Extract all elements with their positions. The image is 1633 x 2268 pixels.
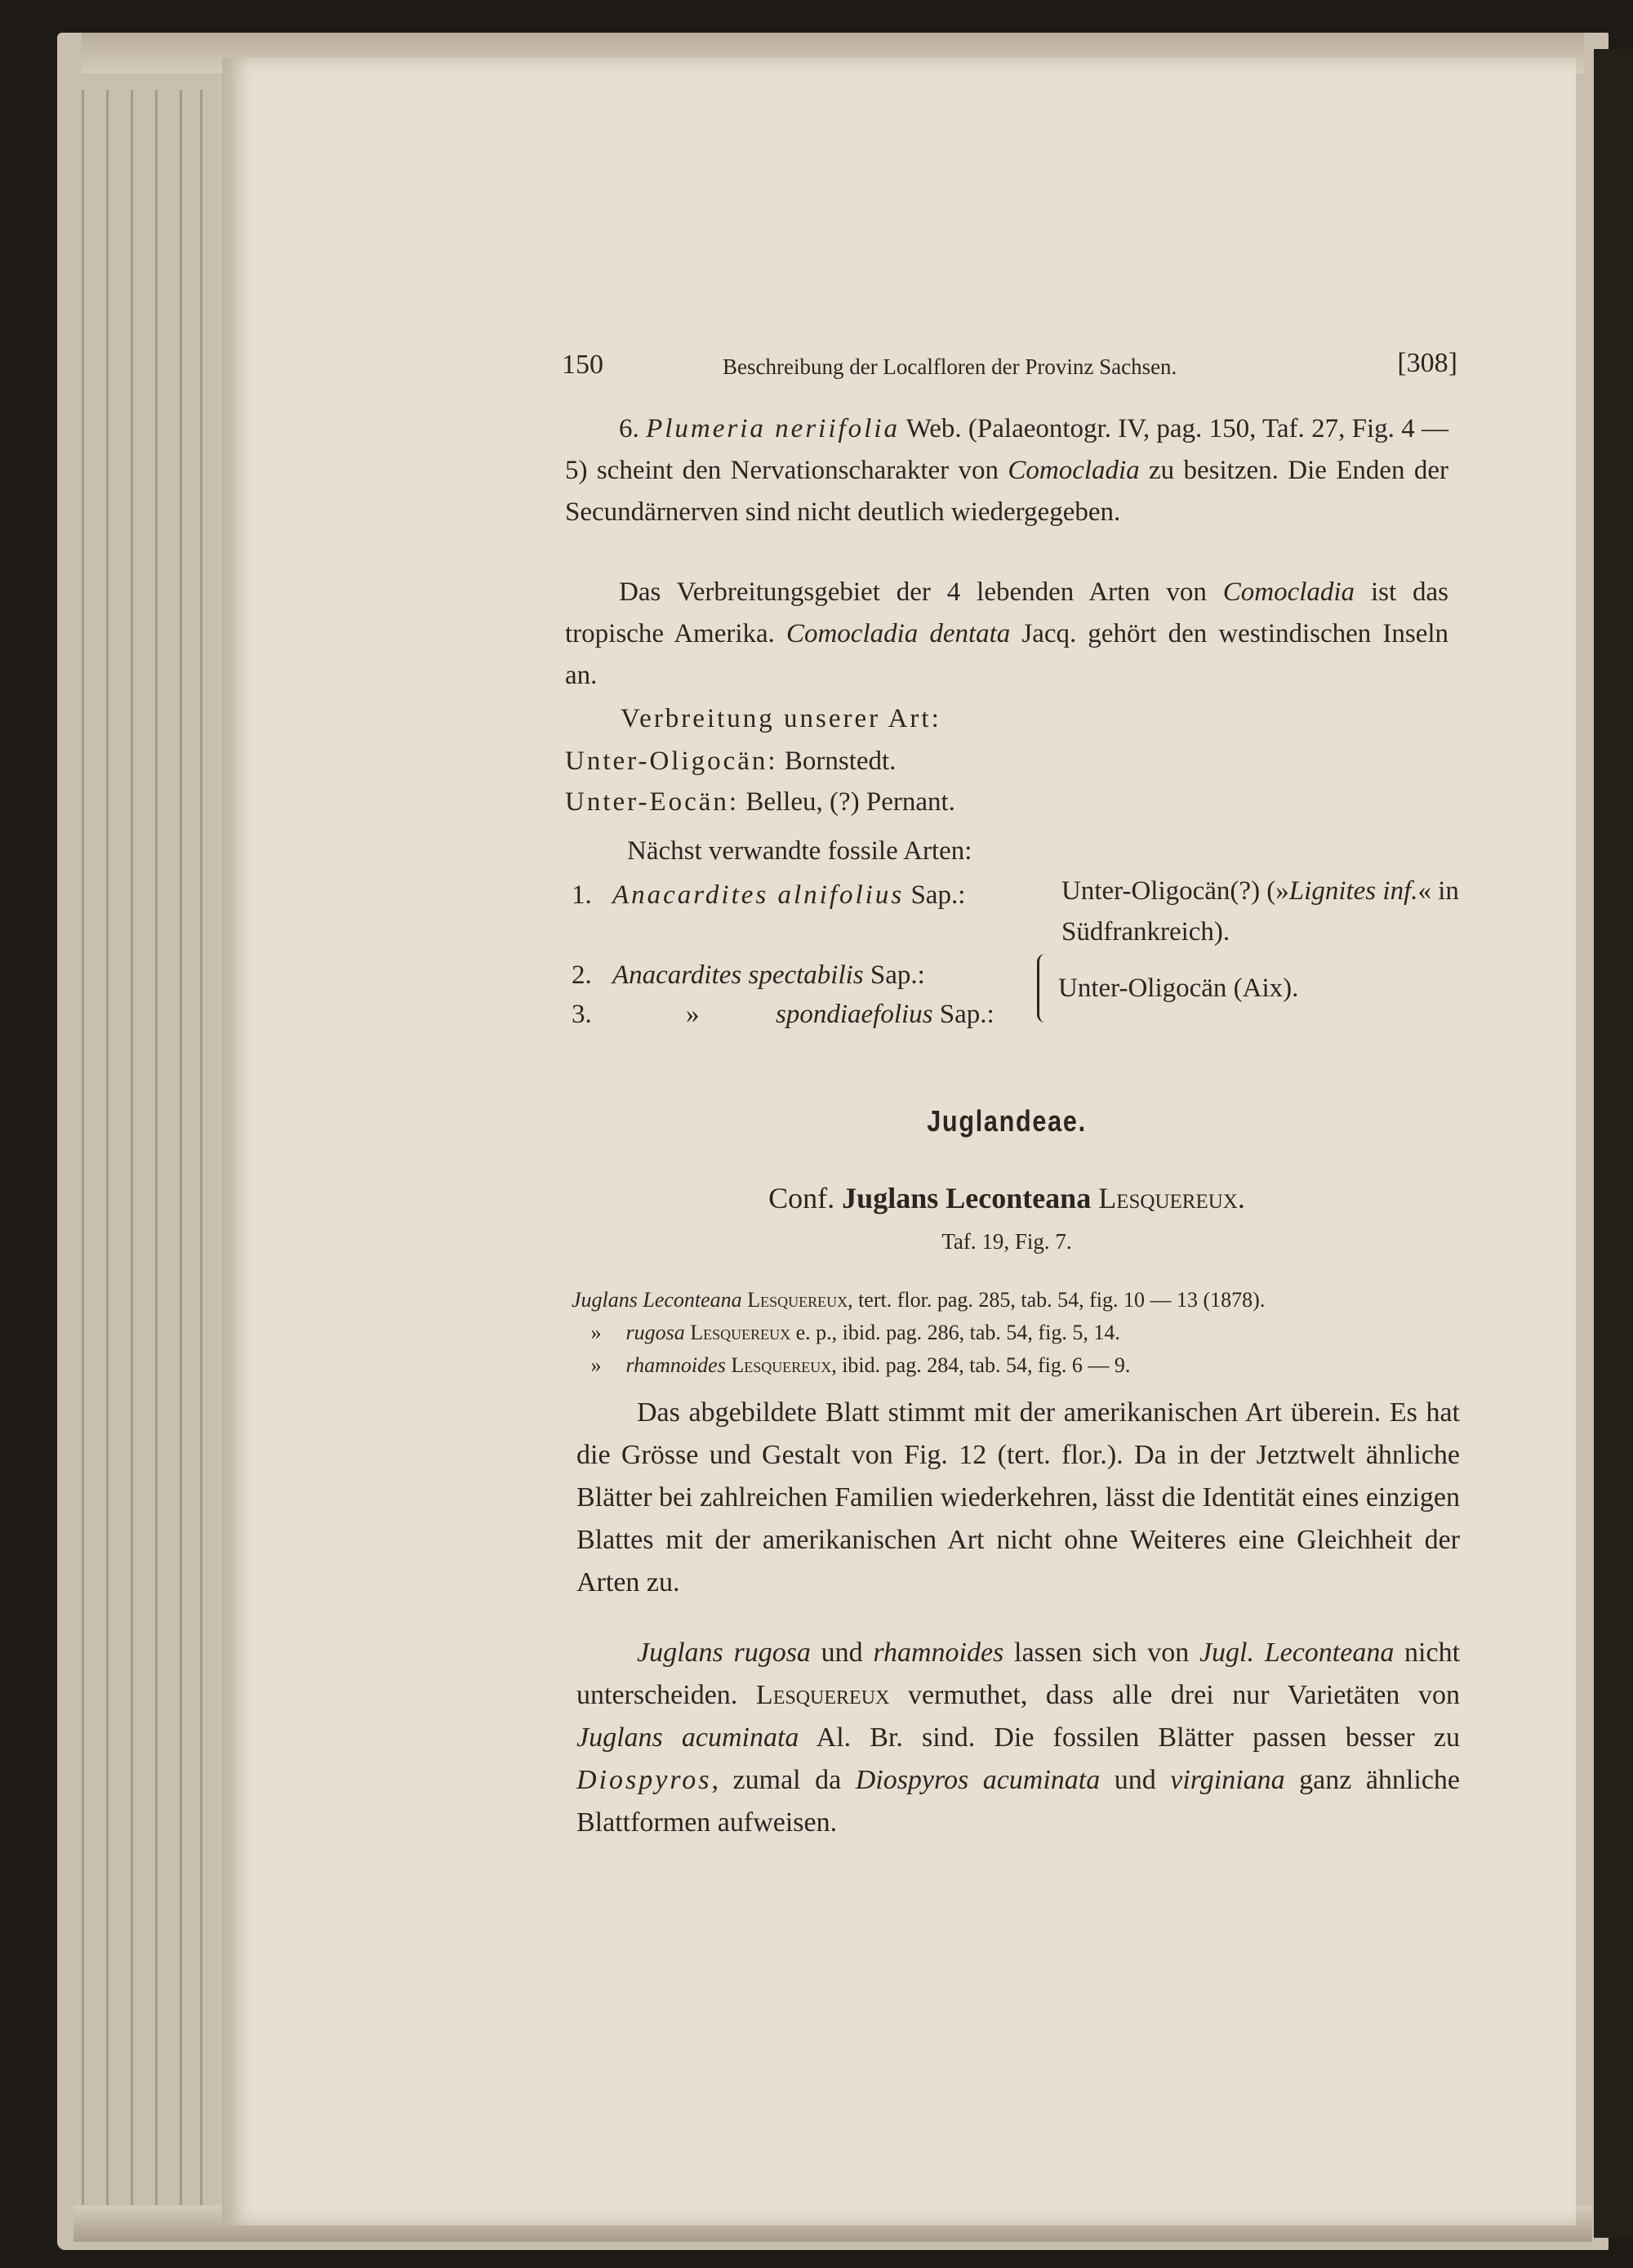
page-edge-line bbox=[200, 90, 202, 2226]
paragraph-comparison bbox=[576, 1632, 1460, 1844]
locality: Belleu, (?) Pernant. bbox=[739, 787, 955, 817]
synonym-list bbox=[572, 1284, 1453, 1382]
page-edge-line bbox=[131, 90, 133, 2226]
related-item-1 bbox=[612, 880, 965, 911]
bracket-number: [308] bbox=[1397, 348, 1457, 378]
paragraph-description bbox=[576, 1392, 1460, 1604]
ditto-mark: » bbox=[590, 1321, 602, 1344]
species-name: Jugl. Leconteana bbox=[1199, 1638, 1395, 1668]
text-run: ist das tropische Amerika. bbox=[565, 577, 1448, 648]
brace-symbol bbox=[1037, 954, 1048, 1023]
text-run: , zumal da bbox=[711, 1765, 856, 1795]
paragraph-plumeria bbox=[565, 408, 1448, 533]
genus-name: Comocladia bbox=[1008, 456, 1140, 485]
species-name: Juglans rugosa bbox=[637, 1638, 811, 1668]
locality: Bornstedt. bbox=[777, 746, 897, 776]
book-page bbox=[222, 57, 1576, 2226]
page-edge-line bbox=[155, 90, 158, 2226]
species-name: rhamnoides bbox=[873, 1638, 1004, 1668]
text-run: ganz ähnliche Blattformen aufweisen. bbox=[576, 1765, 1460, 1838]
text-run: Jacq. gehört den westindischen Inseln an. bbox=[565, 619, 1449, 690]
ditto-mark: » bbox=[590, 1353, 602, 1377]
related-item-3-number: 3. bbox=[572, 1000, 592, 1029]
related-item-2-number: 2. bbox=[572, 960, 592, 990]
stratum-label: Unter-Oligocän: bbox=[565, 746, 778, 776]
species-author: Lesquereux. bbox=[1091, 1182, 1245, 1214]
text-run: Al. Br. sind. Die fossilen Blätter passen besser zu bbox=[799, 1722, 1460, 1753]
distribution-line-2 bbox=[565, 787, 955, 818]
species-name: virginiana bbox=[1170, 1765, 1285, 1795]
synonym-name: rhamnoides bbox=[625, 1353, 726, 1377]
background-right bbox=[1594, 49, 1633, 2238]
synonym-line bbox=[572, 1317, 1453, 1349]
author: Sap.: bbox=[863, 960, 925, 990]
text-run: Web. (Palaeontogr. IV, pag. 150, Taf. 27, Fig. 4 — 5) scheint den Nervationscharakter von bbox=[565, 414, 1448, 485]
synonym-line bbox=[572, 1284, 1453, 1317]
text-run: lassen sich von bbox=[1003, 1638, 1199, 1668]
synonym-author: Lesquereux bbox=[741, 1288, 848, 1312]
species-prefix: Conf. bbox=[768, 1182, 843, 1214]
species-title: Juglans Leconteana bbox=[842, 1182, 1092, 1214]
genus-name: Comocladia bbox=[1222, 577, 1355, 607]
species-name: Comocladia dentata bbox=[785, 619, 1011, 648]
page-edge-line bbox=[180, 90, 182, 2226]
synonym-author: Lesquereux bbox=[684, 1321, 791, 1344]
text-run: Das Verbreitungsgebiet der 4 lebenden Arten von bbox=[619, 577, 1223, 607]
species-name: Juglans acuminata bbox=[576, 1722, 799, 1753]
paragraph-text: Das abgebildete Blatt stimmt mit der amerikanischen Art überein. Es hat die Grösse und Gestalt von Fig. 12 (tert. flor.). Da in der Jetztwelt ähnliche Blätter bei zahlreichen Familien wiederkehren, lässt die Identität eines einzigen Blattes mit der amerikanischen Art nicht ohne Weiteres eine Gleichheit der Arten zu. bbox=[576, 1397, 1460, 1597]
text-run: und bbox=[810, 1638, 874, 1668]
species-name: Anacardites alnifolius bbox=[612, 880, 905, 910]
text-run: und bbox=[1100, 1765, 1171, 1795]
synonym-line bbox=[572, 1349, 1453, 1382]
synonym-ref: , tert. flor. pag. 285, tab. 54, fig. 10 — 13 (1878). bbox=[848, 1288, 1266, 1312]
paragraph-number: 6. bbox=[619, 414, 639, 443]
related-item-1-number: 1. bbox=[572, 880, 592, 910]
author: Sap.: bbox=[932, 1000, 994, 1029]
synonym-ref: e. p., ibid. pag. 286, tab. 54, fig. 5, 14. bbox=[790, 1321, 1120, 1344]
species-name: Anacardites spectabilis bbox=[612, 960, 864, 990]
running-title: Beschreibung der Localfloren der Provinz Sachsen. bbox=[723, 354, 1177, 379]
author: Lesquereux bbox=[755, 1680, 890, 1710]
shared-locality: Unter-Oligocän (Aix). bbox=[1058, 974, 1299, 1003]
species-name: spondiaefolius bbox=[776, 1000, 933, 1029]
stratum-label: Unter-Eocän: bbox=[565, 787, 740, 817]
genus-name: Diospyros bbox=[576, 1765, 712, 1795]
text-run: nicht unterscheiden. bbox=[576, 1638, 1461, 1710]
locality-italic: Lignites inf. bbox=[1288, 876, 1418, 906]
species-name: Diospyros acuminata bbox=[855, 1765, 1101, 1795]
distribution-line-1 bbox=[565, 746, 896, 777]
text-run: zu besitzen. Die Enden der Secundärnerven sind nicht deutlich wiedergegeben. bbox=[565, 456, 1449, 527]
related-item-3-ditto: » bbox=[686, 1000, 700, 1029]
text-run: vermuthet, dass alle drei nur Varietäten von bbox=[889, 1680, 1460, 1710]
synonym-name: Juglans Leconteana bbox=[572, 1288, 742, 1312]
page-edge-line bbox=[106, 90, 109, 2226]
related-heading: Nächst verwandte fossile Arten: bbox=[627, 836, 972, 866]
synonym-name: rugosa bbox=[625, 1321, 685, 1344]
locality: Unter-Oligocän(?) (» bbox=[1061, 876, 1289, 906]
related-item-2 bbox=[612, 960, 925, 991]
page-edge-line bbox=[82, 90, 84, 2226]
synonym-author: Lesquereux bbox=[725, 1353, 832, 1377]
related-item-3 bbox=[776, 1000, 994, 1030]
species-name: Plumeria neriifolia bbox=[646, 414, 901, 443]
page-number: 150 bbox=[562, 350, 603, 380]
synonym-ref: , ibid. pag. 284, tab. 54, fig. 6 — 9. bbox=[831, 1353, 1131, 1377]
paragraph-distribution-area bbox=[565, 572, 1448, 697]
locality: « in Südfrankreich). bbox=[1061, 876, 1459, 947]
related-item-1-locality bbox=[1061, 871, 1462, 952]
plate-reference: Taf. 19, Fig. 7. bbox=[941, 1229, 1072, 1254]
distribution-heading: Verbreitung unserer Art: bbox=[621, 704, 941, 733]
family-heading: Juglandeae. bbox=[927, 1104, 1087, 1138]
species-heading bbox=[565, 1181, 1448, 1215]
author: Sap.: bbox=[904, 880, 966, 910]
